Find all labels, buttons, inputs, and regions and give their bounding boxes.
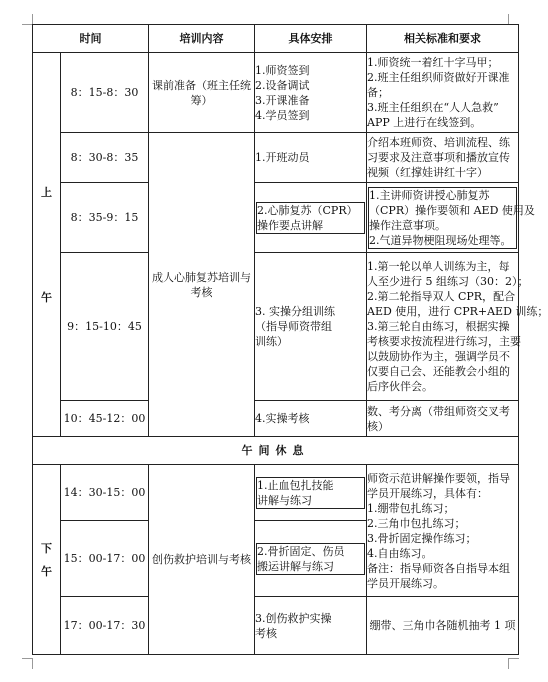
arrangement-cell: 3.创伤救护实操 考核 bbox=[255, 597, 367, 655]
table-row bbox=[33, 253, 519, 401]
time-cell: 8：35-9：15 bbox=[61, 183, 149, 253]
training-cell-trauma: 创伤救护培训与考核 bbox=[149, 465, 255, 655]
table-row bbox=[33, 597, 519, 655]
time-cell: 15：00-17：00 bbox=[61, 521, 149, 597]
arrangement-cell: 3. 实操分组训练 （指导师资带组 训练） bbox=[255, 253, 367, 401]
time-cell: 9：15-10：45 bbox=[61, 253, 149, 401]
crop-mark-bottom-left bbox=[22, 658, 33, 669]
requirements-cell: 1.第一轮以单人训练为主，每 人至少进行 5 组练习（30：2）； 2.第二轮指导双人 CPR，配合 AED 使用，进行 CPR+AED 训练； 3.第三轮自由练习，根据实操 考核要求按流程进行练习，主要 以鼓励协作为主，强调学员不 仅要自己会、还能教会小组的 后序伙伴会。 bbox=[367, 253, 519, 401]
arrangement-cell: 2.心肺复苏（CPR） 操作要点讲解 bbox=[255, 183, 367, 253]
arrangement-cell: 1.止血包扎技能 讲解与练习 bbox=[255, 465, 367, 521]
morning-label: 上 午 bbox=[33, 53, 61, 437]
arrangement-cell: 1.开班动员 bbox=[255, 133, 367, 183]
time-cell: 17：00-17：30 bbox=[61, 597, 149, 655]
arrangement-cell: 4.实操考核 bbox=[255, 401, 367, 437]
arrangement-cell: 2.骨折固定、伤员 搬运讲解与练习 bbox=[255, 521, 367, 597]
header-training: 培训内容 bbox=[149, 25, 255, 53]
training-cell-cpr: 成人心肺复苏培训与考核 bbox=[149, 133, 255, 437]
requirements-cell: 师资示范讲解操作要领，指导 学员开展练习，具体有： 1.绷带包扎练习； 2.三角巾包扎练习； 3.骨折固定操作练习； 4.自由练习。 备注：指导师资各自指导本组 学员开展练习。 bbox=[367, 465, 519, 597]
time-cell: 8：30-8：35 bbox=[61, 133, 149, 183]
requirements-cell: 1.师资统一着红十字马甲； 2.班主任组织师资做好开课准 备； 3.班主任组织在“人人急救” APP 上进行在线签到。 bbox=[367, 53, 519, 133]
crop-mark-bottom-right bbox=[508, 658, 519, 669]
noon-break-row bbox=[33, 437, 519, 465]
header-time: 时间 bbox=[33, 25, 149, 53]
time-cell: 14：30-15：00 bbox=[61, 465, 149, 521]
table-row bbox=[33, 133, 519, 183]
table-row bbox=[33, 183, 519, 253]
training-cell: 课前准备（班主任统筹） bbox=[149, 53, 255, 133]
header-row bbox=[33, 25, 519, 53]
header-arrangement: 具体安排 bbox=[255, 25, 367, 53]
requirements-cell: 数、考分离（带组师资交叉考 核） bbox=[367, 401, 519, 437]
noon-break-label: 午间休息 bbox=[33, 437, 519, 465]
table-row bbox=[33, 401, 519, 437]
time-cell: 8：15-8：30 bbox=[61, 53, 149, 133]
time-cell: 10：45-12：00 bbox=[61, 401, 149, 437]
requirements-cell: 1.主讲师资讲授心肺复苏 （CPR）操作要领和 AED 使用及 操作注意事项。 2.气道异物梗阻现场处理等。 bbox=[367, 183, 519, 253]
training-schedule-table bbox=[32, 24, 548, 655]
table-row bbox=[33, 53, 519, 133]
requirements-cell: 绷带、三角巾各随机抽考 1 项 bbox=[367, 597, 519, 655]
arrangement-cell: 1.师资签到 2.设备调试 3.开课准备 4.学员签到 bbox=[255, 53, 367, 133]
requirements-cell: 介绍本班师资、培训流程、练 习要求及注意事项和播放宣传 视频（红撑娃讲红十字） bbox=[367, 133, 519, 183]
header-requirements: 相关标准和要求 bbox=[367, 25, 519, 53]
table-row bbox=[33, 465, 519, 521]
afternoon-label: 下 午 bbox=[33, 465, 61, 655]
